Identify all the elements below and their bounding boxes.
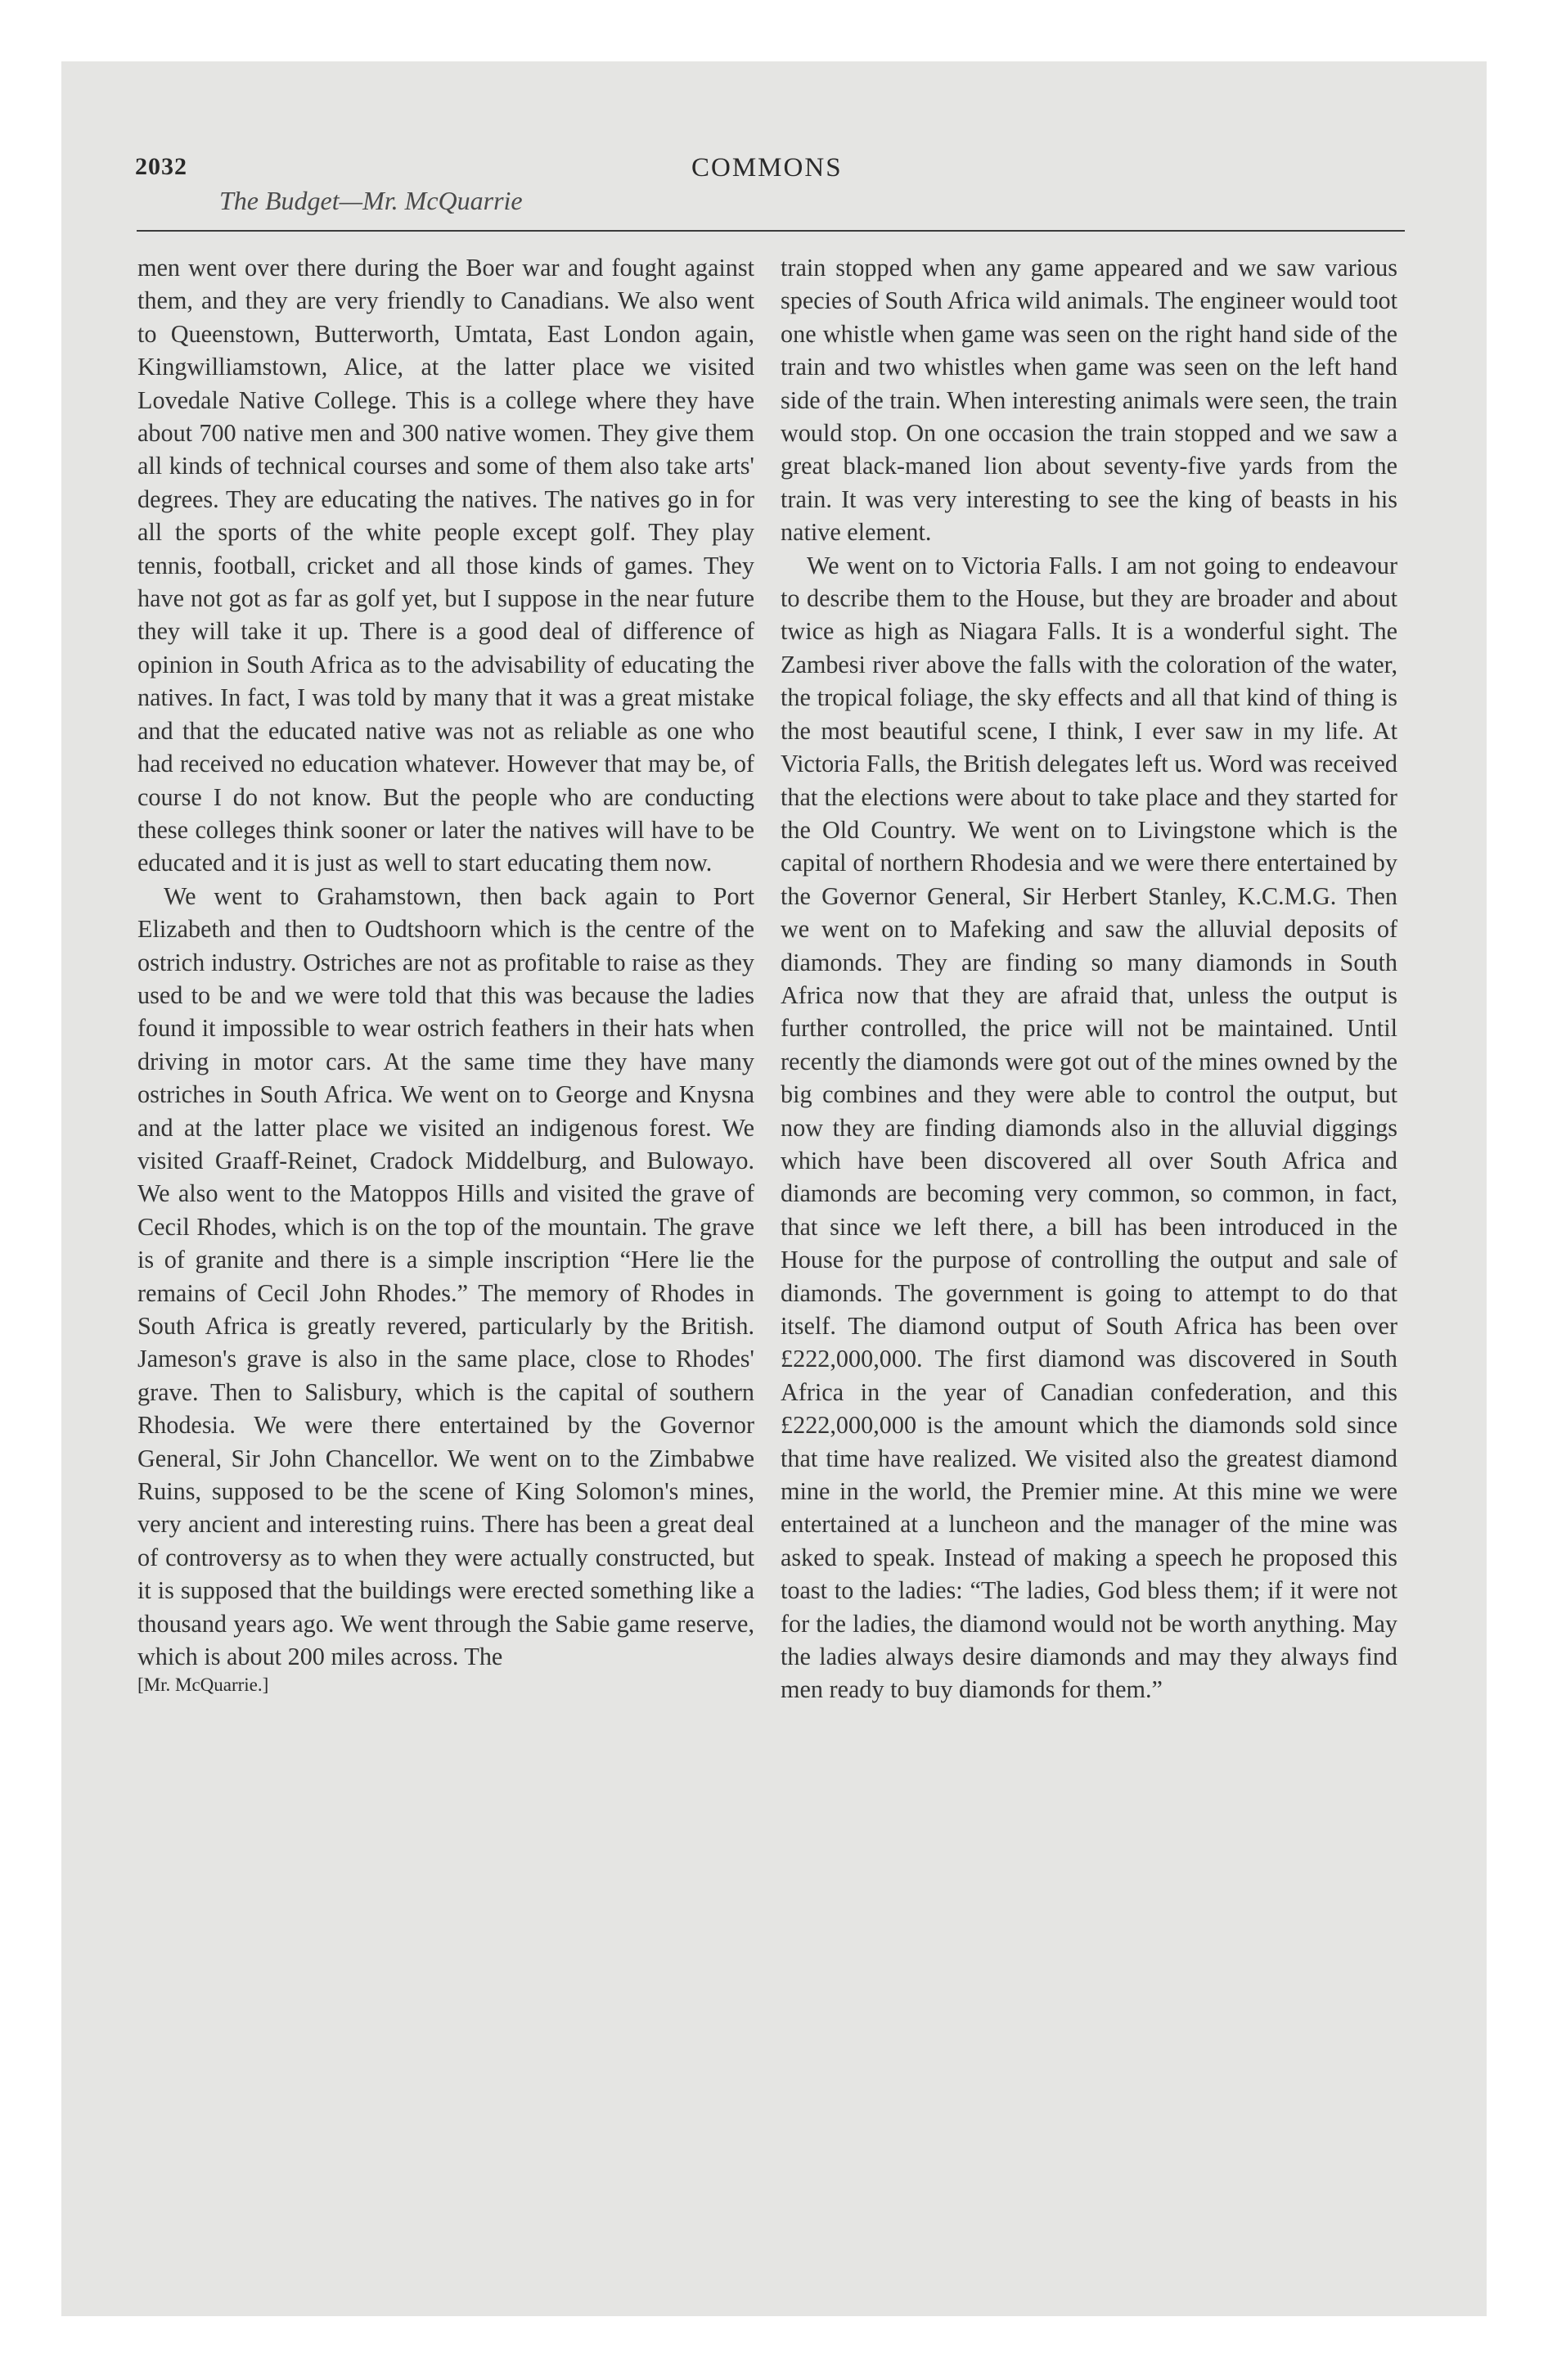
page-number: 2032 bbox=[135, 153, 187, 180]
left-column bbox=[137, 251, 754, 1697]
paragraph: train stopped when any game appeared and we saw various species of South Africa wild animals. The engineer would toot one whistle when game was seen on the right hand side of the train and two whistles when game was seen on the left hand side of the train. When interesting animals were seen, the train would stop. On one occasion the train stopped and we saw a great black-maned lion about seventy-five yards from the train. It was very interesting to see the king of beasts in his native element. bbox=[781, 254, 1397, 547]
paragraph: men went over there during the Boer war and fought against them, and they are very friendly to Canadians. We also went to Queenstown, Butterworth, Umtata, East London again, Kingwilliamstown, Alice, at the latter place we visited Lovedale Native College. This is a college where they have about 700 native men and 300 native women. They give them all kinds of technical courses and some of them also take arts' degrees. They are educating the natives. The natives go in for all the sports of the white people except golf. They play tennis, football, cricket and all those kinds of games. They have not got as far as golf yet, but I suppose in the near future they will take it up. There is a good deal of difference of opinion in South Africa as to the advisability of educating the natives. In fact, I was told by many that it was a great mistake and that the educated native was not as reliable as one who had received no education whatever. However that may be, of course I do not know. But the people who are conducting these colleges think sooner or later the natives will have to be educated and it is just as well to start educating them now. bbox=[137, 254, 754, 877]
running-head: The Budget—Mr. McQuarrie bbox=[219, 186, 523, 215]
page-header bbox=[61, 61, 1487, 241]
paragraph: We went to Grahamstown, then back again to Port Elizabeth and then to Oudtshoorn which is the centre of the ostrich industry. Ostriches are not as profitable to raise as they used to be and we were told that this was because the ladies found it impossible to wear ostrich feathers in their hats when driving in motor cars. At the same time they have many ostriches in South Africa. We went on to George and Knysna and at the latter place we visited an indigenous forest. We visited Graaff-Reinet, Cradock Middelburg, and Bulowayo. We also went to the Matoppos Hills and visited the grave of Cecil Rhodes, which is on the top of the mountain. The grave is of granite and there is a simple inscription “Here lie the remains of Cecil John Rhodes.” The memory of Rhodes in South Africa is greatly revered, particularly by the British. Jameson's grave is also in the same place, close to Rhodes' grave. Then to Salisbury, which is the capital of southern Rhodesia. We were there entertained by the Governor General, Sir John Chancellor. We went on to the Zimbabwe Ruins, supposed to be the scene of King Solomon's mines, very ancient and interesting ruins. There has been a great deal of controversy as to when they were actually constructed, but it is supposed that the buildings were erected something like a thousand years ago. We went through the Sabie game reserve, which is about 200 miles across. The bbox=[137, 881, 754, 1671]
speaker-attribution: [Mr. McQuarrie.] bbox=[137, 1675, 269, 1696]
paragraph: We went on to Victoria Falls. I am not going to endeavour to describe them to the House, but they are broader and about twice as high as Niagara Falls. It is a wonderful sight. The Zambesi river above the falls with the coloration of the water, the tropical foliage, the sky effects and all that kind of thing is the most beautiful scene, I think, I ever saw in my life. At Victoria Falls, the British delegates left us. Word was received that the elections were about to take place and they started for the Old Country. We went on to Livingstone which is the capital of northern Rhodesia and we were there entertained by the Governor General, Sir Herbert Stanley, K.C.M.G. Then we went on to Mafeking and saw the alluvial deposits of diamonds. They are finding so many diamonds in South Africa now that they are afraid that, unless the output is further controlled, the price will not be maintained. Until recently the diamonds were got out of the mines owned by the big combines and they were able to control the output, but now they are finding diamonds also in the alluvial diggings which have been discovered all over South Africa and diamonds are becoming very common, so common, in fact, that since we left there, a bill has been introduced in the House for the purpose of controlling the output and sale of diamonds. The government is going to attempt to do that itself. The diamond output of South Africa has been over £222,000,000. The first diamond was discovered in South Africa in the year of Canadian confederation, and this £222,000,000 is the amount which the diamonds sold since that time have realized. We visited also the greatest diamond mine in the world, the Premier mine. At this mine we were entertained at a luncheon and the manager of the mine was asked to speak. Instead of making a speech he proposed this toast to the ladies: “The ladies, God bless them; if it were not for the ladies, the diamond would not be worth anything. May the ladies always desire diamonds and may they always find men ready to buy diamonds for them.” bbox=[781, 551, 1397, 1704]
header-rule bbox=[137, 230, 1405, 232]
section-title: COMMONS bbox=[691, 153, 843, 183]
right-column bbox=[781, 251, 1397, 1706]
scanned-page bbox=[61, 61, 1487, 2316]
